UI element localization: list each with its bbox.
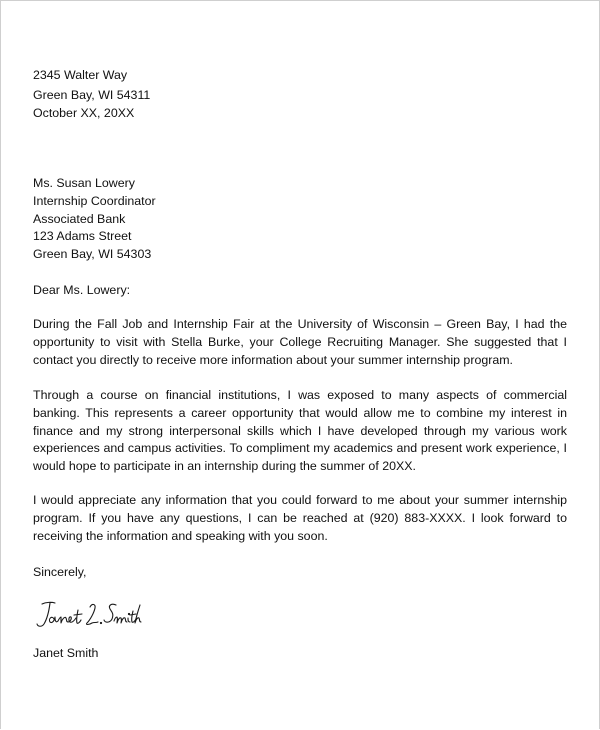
recipient-title: Internship Coordinator (33, 194, 156, 208)
recipient-street: 123 Adams Street (33, 229, 132, 243)
signer-name: Janet Smith (33, 646, 99, 660)
salutation: Dear Ms. Lowery: (33, 283, 131, 297)
sender-city-state-zip: Green Bay, WI 54311 (33, 88, 151, 102)
sender-street: 2345 Walter Way (33, 68, 128, 82)
handwritten-signature (34, 599, 144, 633)
body-paragraph-1: During the Fall Job and Internship Fair at the University of Wisconsin – Green Bay, I had the opportunity to visit with Stella Burke, your College Recruiting Manager. She suggested that I contact you directly to receive more information about your summer internship program. (33, 317, 567, 367)
recipient-company: Associated Bank (33, 212, 126, 226)
letter-date: October XX, 20XX (33, 106, 135, 120)
body-paragraph-3: I would appreciate any information that you could forward to me about your summer internship program. If you have any questions, I can be reached at (920) 883-XXXX. I look forward to receiving the information and speaking with you soon. (33, 493, 567, 543)
recipient-city-state-zip: Green Bay, WI 54303 (33, 247, 152, 261)
body-paragraph-2: Through a course on financial institutions, I was exposed to many aspects of commercial banking. This represents a career opportunity that would allow me to combine my interest in finance and my strong interpersonal skills which I have developed through my various work experiences and campus activities. To compliment my academics and present work experience, I would hope to participate in an internship during the summer of 20XX. (33, 388, 567, 474)
recipient-name: Ms. Susan Lowery (33, 176, 135, 190)
closing: Sincerely, (33, 565, 87, 579)
